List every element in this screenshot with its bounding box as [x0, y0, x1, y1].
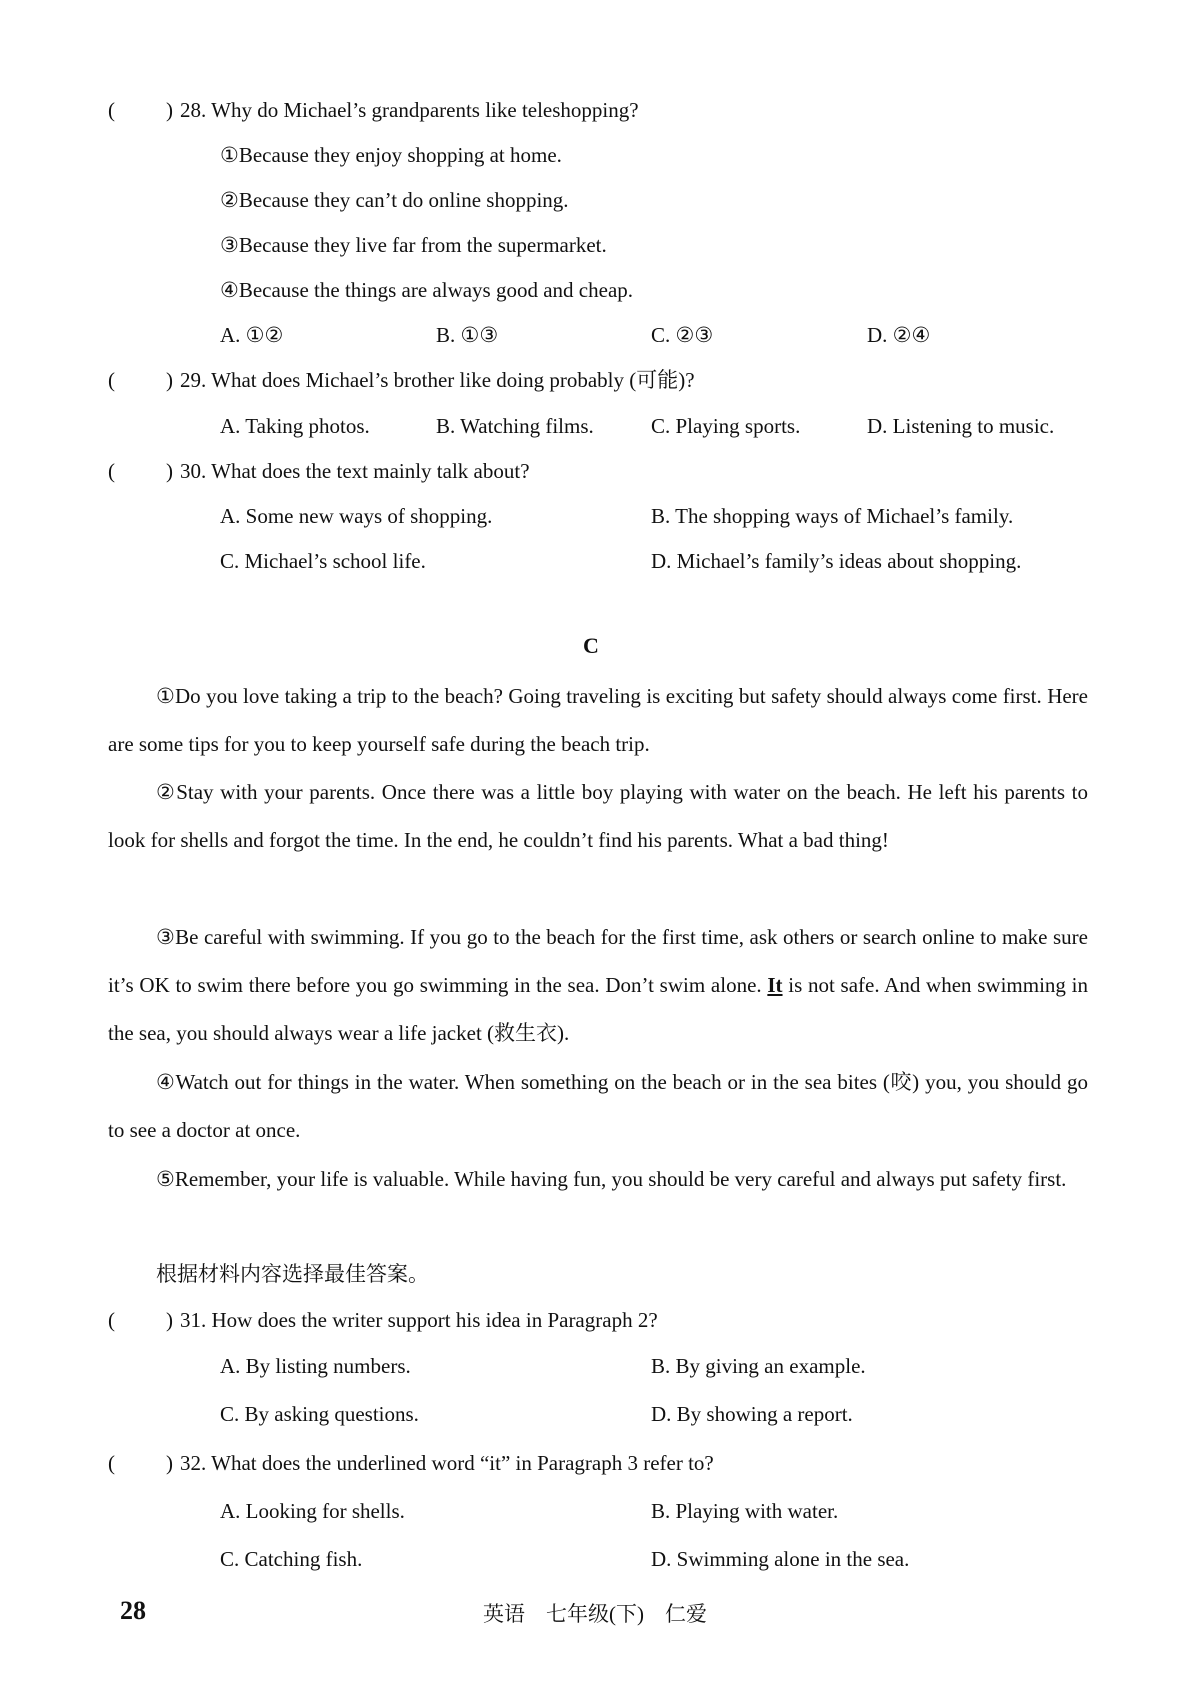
option-d: D. Listening to music.	[867, 414, 1055, 438]
paragraph-3: ③Be careful with swimming. If you go to the beach for the first time, ask others or search online to make sure it’s OK to swim there before you go swimming in the sea. Don’t swim alone. It is not safe. And when swimming in the sea, you should always wear a life jacket (救生衣).	[108, 925, 1088, 1045]
option-d: D. Swimming alone in the sea.	[651, 1547, 910, 1571]
page-number: 28	[120, 1596, 146, 1625]
answer-bracket: ( )	[108, 459, 173, 483]
option-b: B. ①③	[436, 323, 499, 347]
section-heading: C	[583, 633, 599, 658]
option-c: C. Playing sports.	[651, 414, 801, 438]
option-c: C. Michael’s school life.	[220, 549, 426, 573]
option-b: B. The shopping ways of Michael’s family.	[651, 504, 1014, 528]
statement-3: ③Because they live far from the supermarket.	[220, 233, 607, 257]
answer-bracket: ( )	[108, 98, 173, 122]
statement-4: ④Because the things are always good and cheap.	[220, 278, 634, 302]
option-a: A. Taking photos.	[220, 414, 370, 438]
answer-bracket: ( )	[108, 368, 173, 392]
answer-bracket: ( )	[108, 1451, 173, 1475]
paragraph-4: ④Watch out for things in the water. When something on the beach or in the sea bites (咬) you, you should go to see a doctor at once.	[108, 1070, 1088, 1142]
underlined-word: It	[767, 973, 783, 997]
paragraph-5: ⑤Remember, your life is valuable. While having fun, you should be very careful and always put safety first.	[156, 1167, 1067, 1191]
option-c: C. By asking questions.	[220, 1402, 419, 1426]
statement-2: ②Because they can’t do online shopping.	[220, 188, 569, 212]
paragraph-1: ①Do you love taking a trip to the beach? Going traveling is exciting but safety should always come first. Here are some tips for you to keep yourself safe during the beach trip.	[108, 684, 1088, 756]
footer-title: 英语 七年级(下) 仁爱	[483, 1602, 707, 1626]
option-d: D. By showing a report.	[651, 1402, 853, 1426]
answer-bracket: ( )	[108, 1308, 173, 1332]
option-a: A. By listing numbers.	[220, 1354, 411, 1378]
question-text: 31. How does the writer support his idea in Paragraph 2?	[180, 1308, 658, 1332]
question-text: 28. Why do Michael’s grandparents like teleshopping?	[180, 98, 639, 122]
paragraph-2: ②Stay with your parents. Once there was a little boy playing with water on the beach. He left his parents to look for shells and forgot the time. In the end, he couldn’t find his parents. What a bad thing!	[108, 780, 1088, 852]
question-text: 32. What does the underlined word “it” in Paragraph 3 refer to?	[180, 1451, 714, 1475]
question-text: 29. What does Michael’s brother like doing probably (可能)?	[180, 368, 695, 392]
option-b: B. Playing with water.	[651, 1499, 839, 1523]
option-d: D. Michael’s family’s ideas about shopping.	[651, 549, 1022, 573]
option-c: C. ②③	[651, 323, 714, 347]
question-text: 30. What does the text mainly talk about?	[180, 459, 530, 483]
statement-1: ①Because they enjoy shopping at home.	[220, 143, 562, 167]
instruction: 根据材料内容选择最佳答案。	[156, 1262, 429, 1286]
option-b: B. By giving an example.	[651, 1354, 866, 1378]
option-a: A. ①②	[220, 323, 284, 347]
option-a: A. Looking for shells.	[220, 1499, 405, 1523]
option-d: D. ②④	[867, 323, 931, 347]
option-a: A. Some new ways of shopping.	[220, 504, 493, 528]
option-c: C. Catching fish.	[220, 1547, 363, 1571]
option-b: B. Watching films.	[436, 414, 594, 438]
